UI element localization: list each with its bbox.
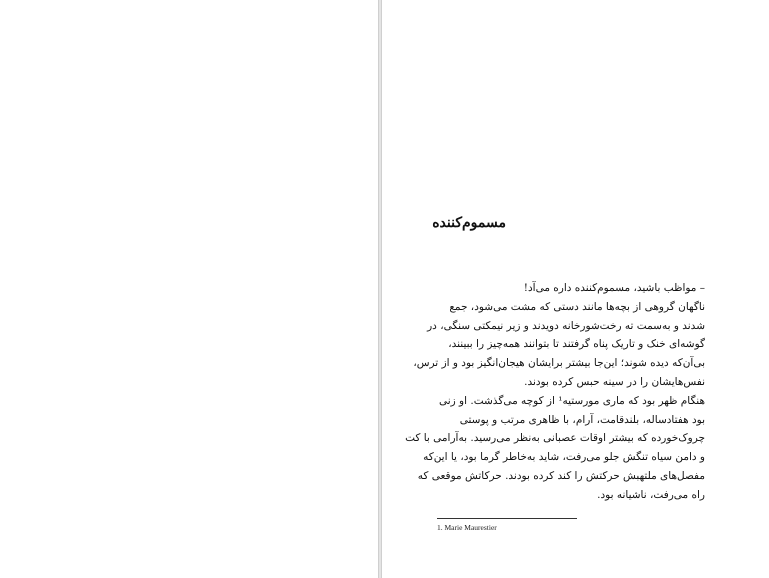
left-page <box>0 0 379 578</box>
text-line: شدند و به‌سمت ته رخت‌شورخانه دویدند و زیر نیمکتی سنگی، در <box>427 319 705 332</box>
text-line: هنگام ظهر بود که ماری مورستیه¹ از کوچه می‌گذشت. او زنی <box>438 394 705 407</box>
footnote-divider <box>437 518 577 519</box>
body-text <box>405 279 705 505</box>
text-line: بود هفتادساله، بلندقامت، آرام، با ظاهری مرتب و پوستی <box>459 413 705 426</box>
text-line: راه می‌رفت، ناشیانه بود. <box>597 488 705 501</box>
text-line: بی‌آن‌که دیده شوند؛ این‌جا بیشتر برایشان هیجان‌انگیز بود و از ترس، <box>413 357 705 370</box>
footnote: 1. Marie Maurestier <box>437 523 497 532</box>
text-line: و دامن سیاه تنگش جلو می‌رفت، شاید به‌خاطر گرما بود، یا این‌که <box>423 451 705 464</box>
text-line: چروک‌خورده که بیشتر اوقات عصبانی به‌نظر می‌رسید. به‌آرامی با کت <box>405 432 705 445</box>
text-line: – مواظب باشید، مسموم‌کننده داره می‌آد! <box>523 282 705 294</box>
chapter-title: مسموم‌کننده <box>432 215 506 231</box>
text-line: گوشه‌ای خنک و تاریک پناه گرفتند تا بتوانند همه‌چیز را ببینند، <box>448 338 705 351</box>
text-line: مفصل‌های ملتهبش حرکتش را کند کرده بودند. حرکاتش موقعی که <box>417 469 705 482</box>
text-line: ناگهان گروهی از بچه‌ها مانند دستی که مشت می‌شود، جمع <box>449 300 705 313</box>
text-line: نفس‌هایشان را در سینه حبس کرده بودند. <box>524 375 705 388</box>
